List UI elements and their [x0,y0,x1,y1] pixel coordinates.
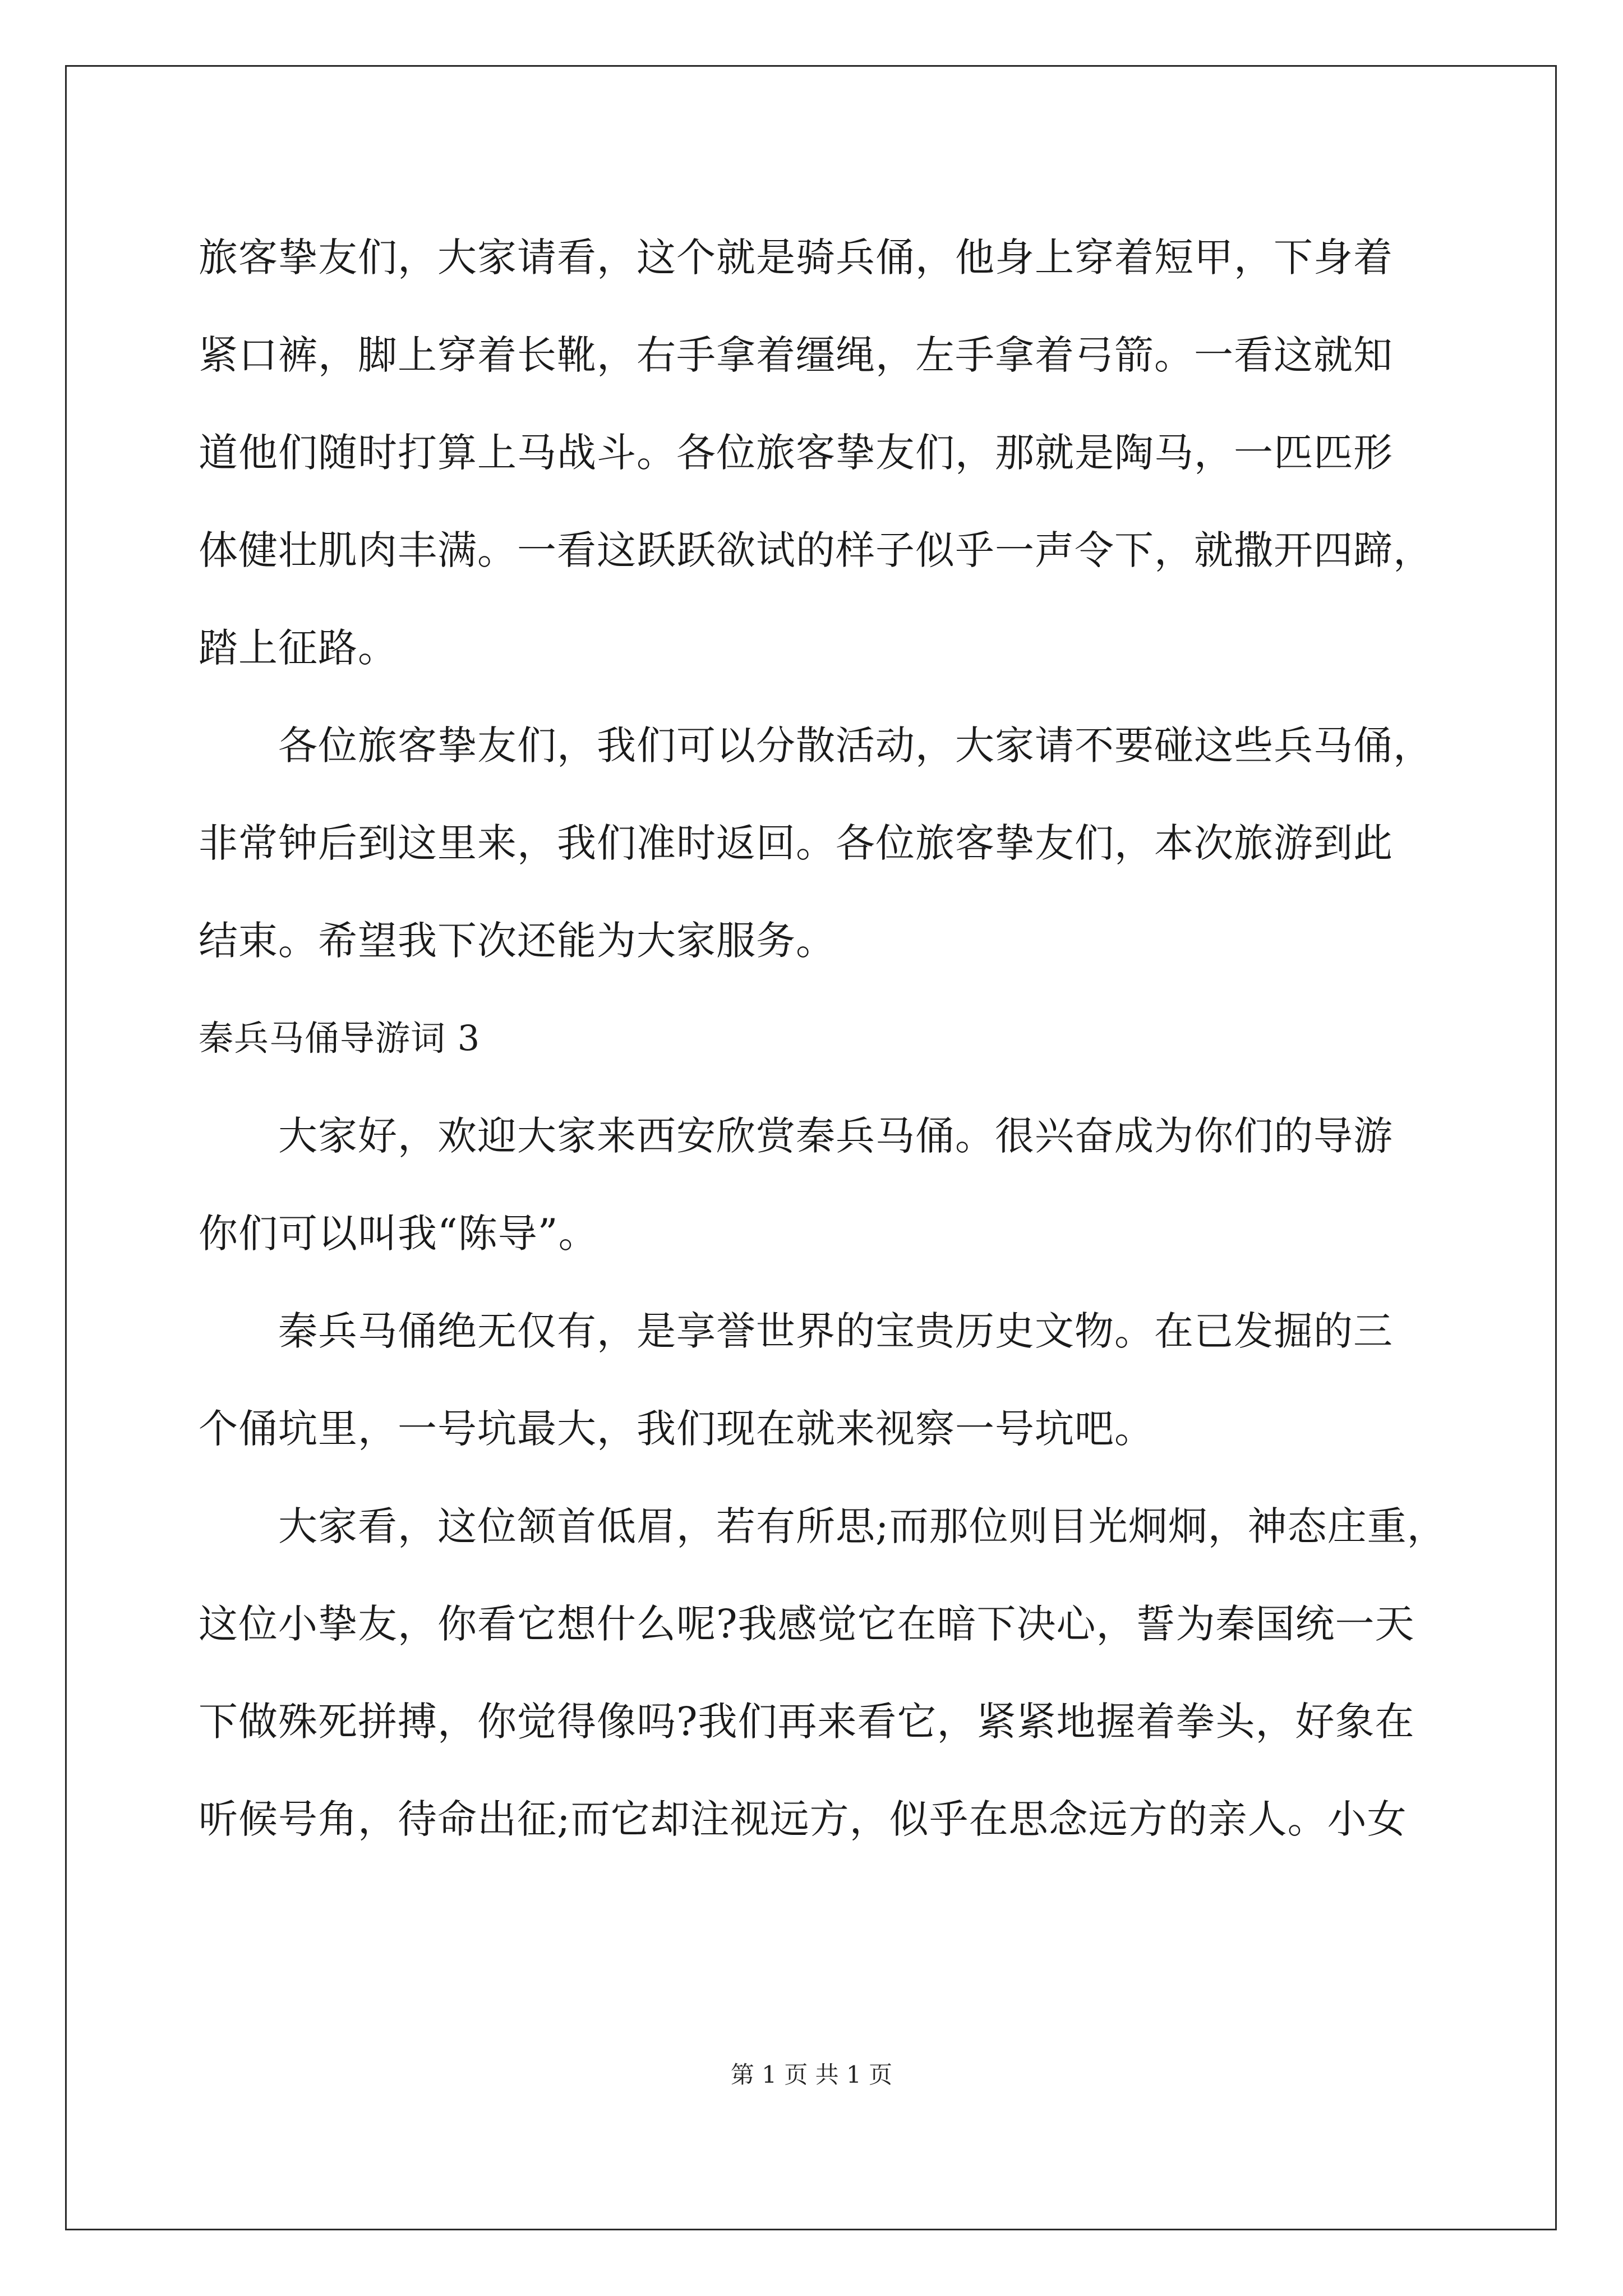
paragraph-5 [199,1478,1447,1868]
text-line: 大家好，欢迎大家来西安欣赏秦兵马俑。很兴奋成为你们的导游 [278,1113,1393,1159]
text-line: 踏上征路。 [199,625,398,671]
text-line: 非常钟后到这里来，我们准时返回。各位旅客挚友们，本次旅游到此 [199,820,1393,866]
page-footer: 第 1 页 共 1 页 [730,2061,893,2088]
text-line: 紧口裤，脚上穿着长靴，右手拿着缰绳，左手拿着弓箭。一看这就知 [199,332,1393,378]
text-line: 下做殊死拼搏，你觉得像吗?我们再来看它，紧紧地握着拳头，好象在 [199,1699,1415,1745]
text-line: 大家看，这位颔首低眉，若有所思;而那位则目光炯炯，神态庄重， [278,1503,1447,1549]
paragraph-4 [199,1282,1438,1478]
section-heading: 秦兵马俑导游词 3 [199,1018,481,1059]
text-line: 各位旅客挚友们，我们可以分散活动，大家请不要碰这些兵马俑， [278,723,1433,769]
text-line: 体健壮肌肉丰满。一看这跃跃欲试的样子似乎一声令下，就撒开四蹄， [199,527,1433,573]
text-line: 听候号角，待命出征;而它却注视远方，似乎在思念远方的亲人。小女 [199,1796,1407,1842]
text-line: 道他们随时打算上马战斗。各位旅客挚友们，那就是陶马，一匹匹形 [199,430,1393,476]
text-line: 旅客挚友们，大家请看，这个就是骑兵俑，他身上穿着短甲，下身着 [199,234,1393,280]
paragraph-3 [199,1087,1438,1282]
text-line: 你们可以叫我“陈导”。 [199,1211,598,1257]
text-line: 结束。希望我下次还能为大家服务。 [199,918,836,964]
text-line: 这位小挚友，你看它想什么呢?我感觉它在暗下决心，誓为秦国统一天 [199,1601,1415,1647]
paragraph-1 [199,209,1438,697]
document-body [199,209,1447,1868]
text-line: 秦兵马俑绝无仅有，是享誉世界的宝贵历史文物。在已发掘的三 [278,1308,1393,1354]
paragraph-2 [199,697,1438,990]
text-line: 个俑坑里，一号坑最大，我们现在就来视察一号坑吧。 [199,1406,1154,1452]
